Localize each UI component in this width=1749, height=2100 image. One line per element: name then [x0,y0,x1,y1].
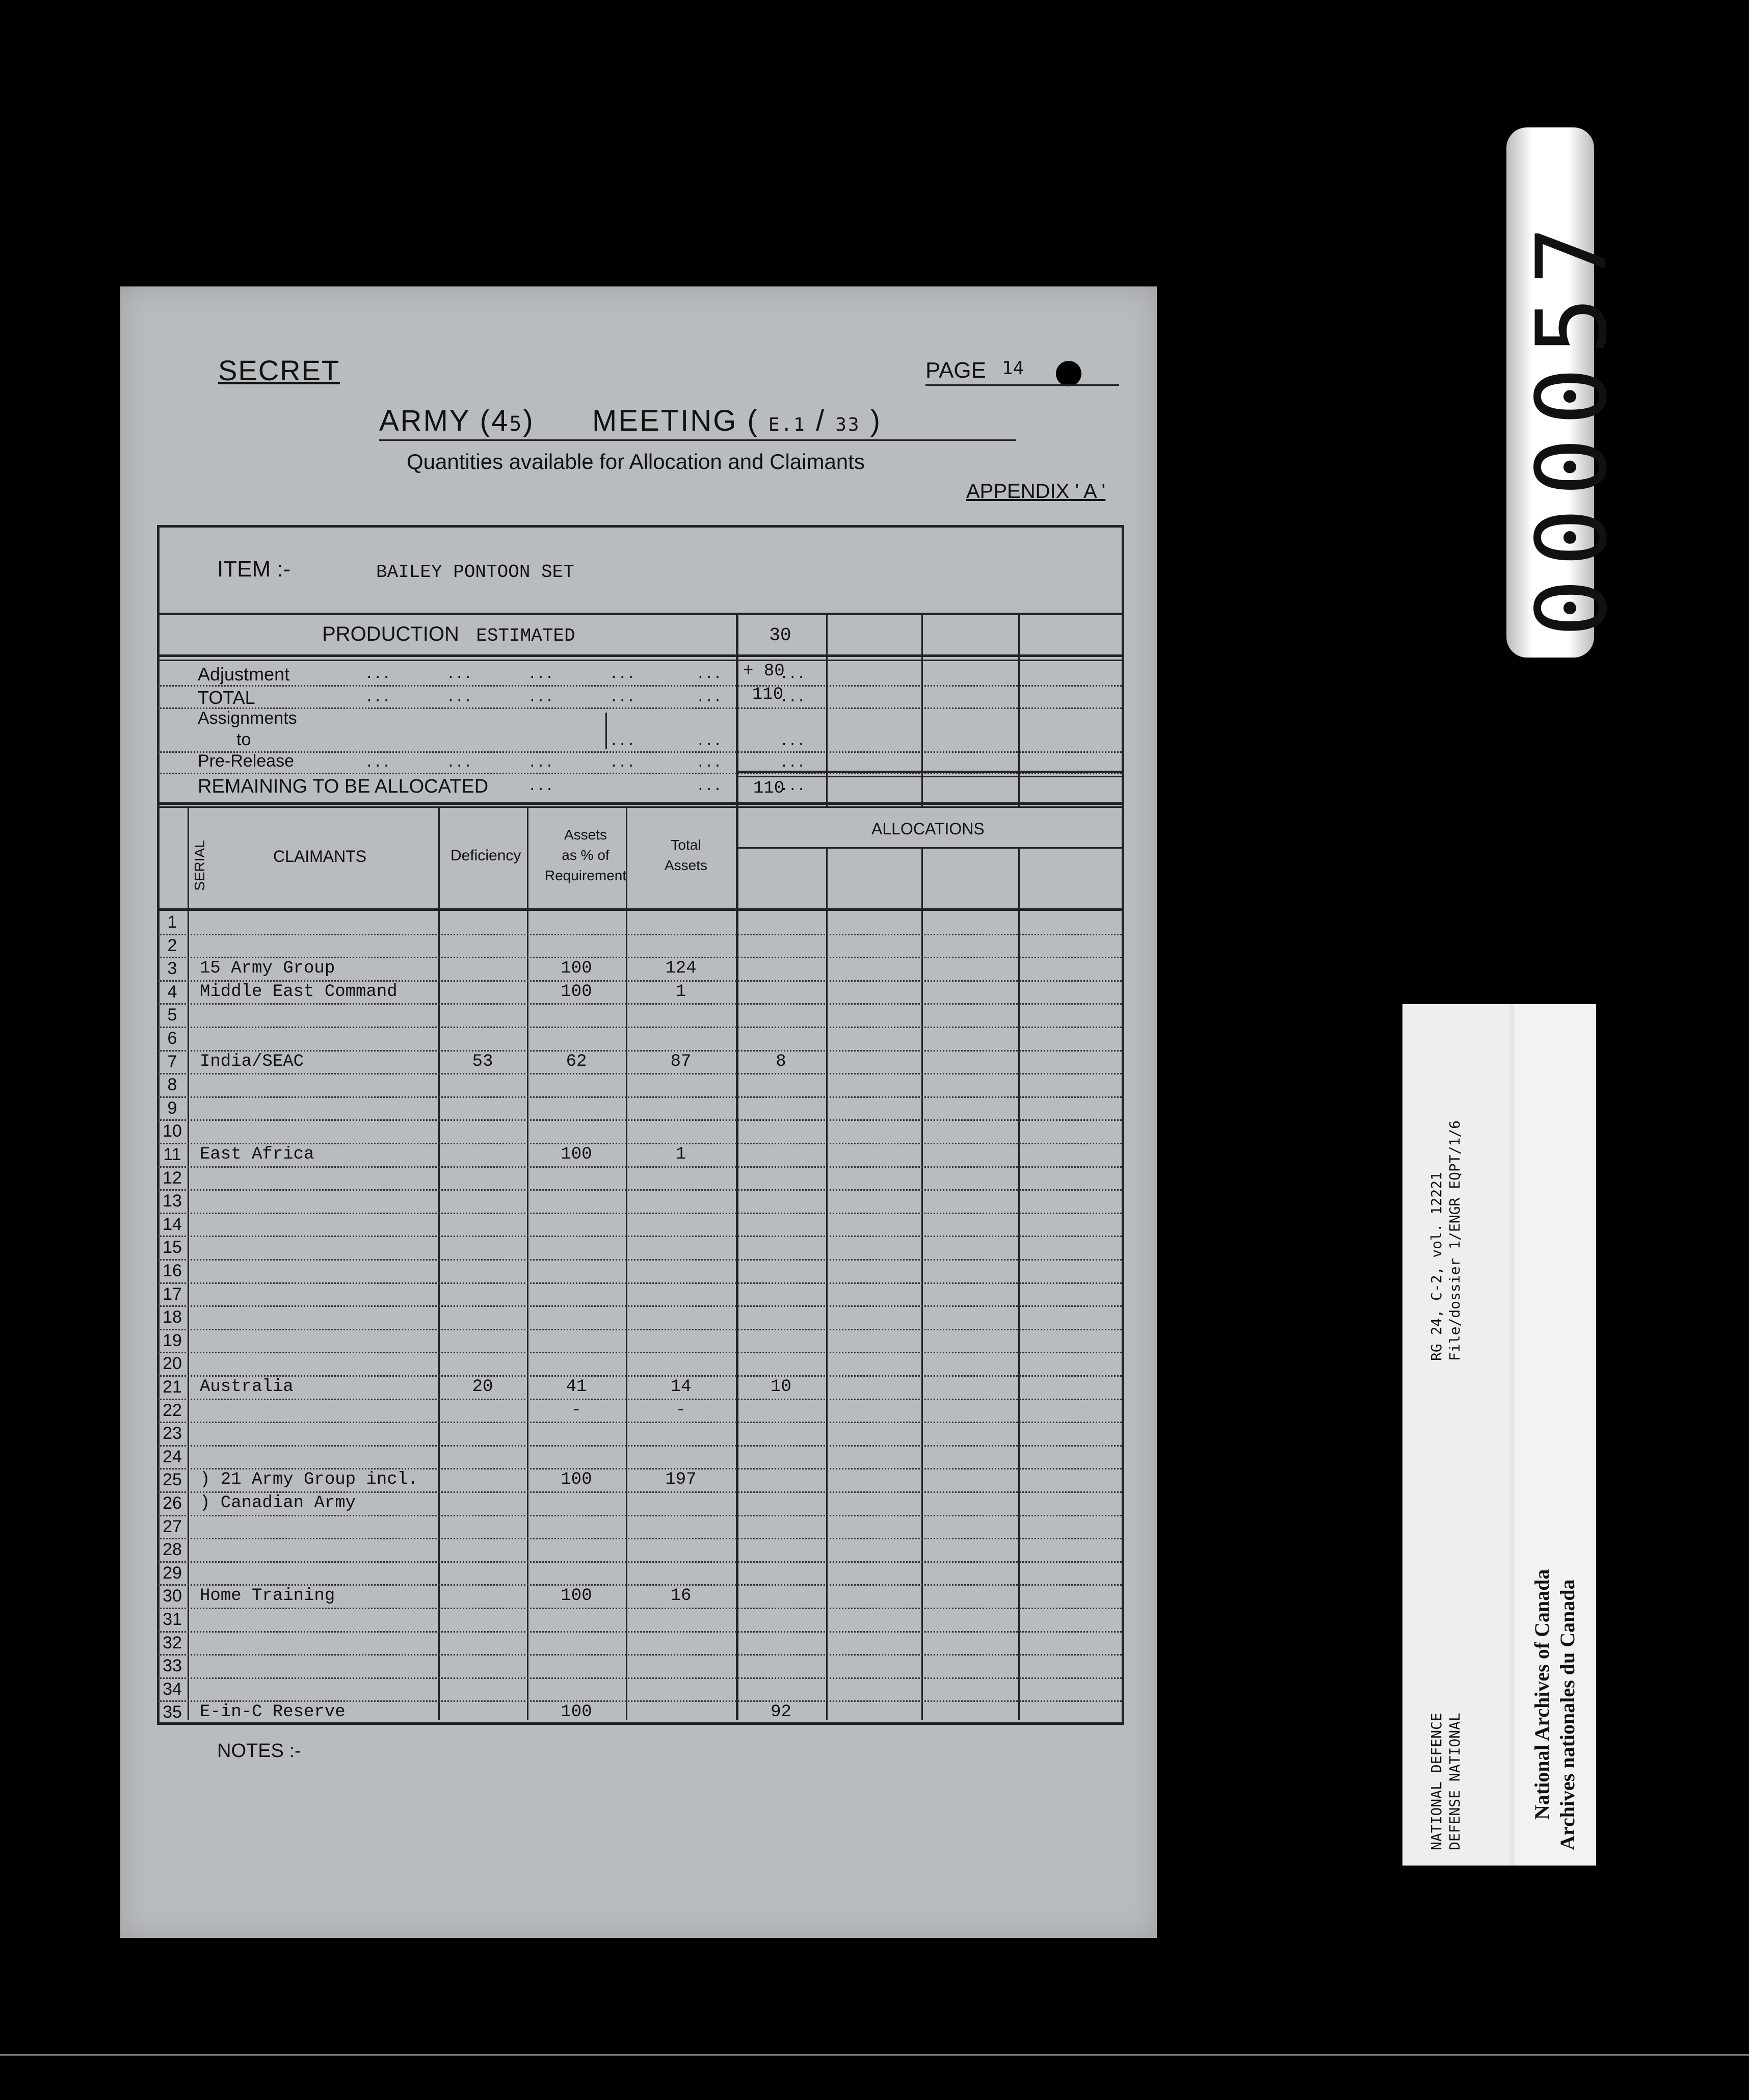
row-assets-pct: 100 [561,1586,592,1606]
table-row [120,1631,1157,1655]
prod-col-divider-4 [1018,613,1020,806]
row-assets-pct: - [571,1400,582,1420]
production-value: 30 [769,625,791,646]
title-close: ) [523,404,535,437]
dot-leader: ... [696,667,722,682]
dot-leader: ... [365,690,391,706]
row-serial: 8 [167,1075,177,1095]
notes-label: NOTES :- [217,1740,301,1762]
assets-pct-line-2: as % of [562,847,610,863]
dot-leader: ... [446,667,472,682]
meeting-label: MEETING ( [592,404,759,437]
dot-leader: ... [365,755,391,771]
column-assets-pct [537,825,634,886]
table-row [120,1236,1157,1259]
row-claimant: ) 21 Army Group incl. [200,1470,418,1490]
archive-ref-line-2: File/dossier 1/ENGR EQPT/1/6 [1446,1120,1463,1361]
row-claimant: Australia [200,1377,294,1397]
table-row [120,910,1157,934]
table-row [120,1515,1157,1538]
dept-line-1: NATIONAL DEFENCE [1428,1713,1445,1850]
table-row [120,1050,1157,1073]
table-row [120,1445,1157,1468]
row-serial: 27 [163,1516,182,1536]
row-serial: 9 [167,1098,177,1118]
table-row [120,1166,1157,1190]
row-assets-pct: 100 [561,982,592,1002]
dot-leader: ... [528,779,554,795]
row-serial: 25 [163,1470,182,1490]
column-serial [192,840,208,891]
production-label-b: ESTIMATED [476,625,575,646]
row-serial: 2 [167,935,177,955]
dot-leader: ... [780,690,806,706]
row-serial: 3 [167,959,177,979]
row-claimant: ) Canadian Army [200,1493,356,1513]
dept-line-2: DEFENSE NATIONAL [1446,1713,1463,1850]
table-row [120,1584,1157,1608]
table-row [120,1399,1157,1422]
row-serial: 14 [163,1214,182,1234]
table-row [120,1073,1157,1096]
total-row-line [157,707,1122,709]
row-claimant: India/SEAC [200,1052,304,1071]
table-row [120,1329,1157,1352]
frame-number: 000057 [1516,214,1628,637]
to-row-line [157,751,1122,753]
row-deficiency: 20 [472,1377,493,1397]
row-claimant: Home Training [200,1586,335,1606]
total-value: 110 [752,685,784,704]
row-claimant: 15 Army Group [200,959,335,979]
dot-leader: ... [528,667,554,682]
title-underline [379,439,1016,441]
row-assets-pct: 100 [561,1702,592,1722]
to-label: to [236,730,251,749]
row-claimant: Middle East Command [200,982,398,1002]
row-serial: 18 [163,1307,182,1327]
dot-leader: ... [780,667,806,682]
production-row-border-2 [157,660,1122,661]
document-sheet [120,286,1157,1938]
row-serial: 35 [163,1702,182,1722]
adjustment-label: Adjustment [198,664,290,685]
table-row [120,1654,1157,1677]
title-meeting [592,404,882,438]
assets-pct-line-3: Requirement [544,868,627,883]
remaining-row-border-2 [157,806,1122,808]
row-total-assets: 1 [675,1145,686,1164]
prerelease-label: Pre-Release [198,751,294,771]
total-assets-line-1: Total [671,837,701,853]
page-label: PAGE [925,358,987,383]
table-row [120,1305,1157,1329]
table-row [120,1422,1157,1445]
film-edge-line [0,2054,1749,2056]
row-serial: 21 [163,1377,182,1397]
item-row-border [157,613,1122,615]
row-serial: 28 [163,1540,182,1560]
appendix-label: APPENDIX ' A ' [966,480,1106,503]
row-serial: 16 [163,1261,182,1280]
row-serial: 30 [163,1586,182,1606]
table-row [120,1491,1157,1515]
row-serial: 11 [163,1145,181,1164]
title-prefix: ARMY (4 [379,404,510,437]
row-serial: 15 [163,1238,182,1257]
row-allocation: 8 [776,1052,786,1071]
table-row [120,1608,1157,1631]
meeting-ref: E.1 [768,414,806,435]
row-serial: 4 [167,982,177,1002]
dot-leader: ... [610,734,635,750]
dot-leader: ... [780,779,806,795]
dot-leader: ... [528,690,554,706]
row-allocation: 10 [771,1377,791,1397]
table-row [120,980,1157,1004]
row-serial: 13 [163,1191,182,1211]
row-claimant: East Africa [200,1145,314,1164]
row-serial: 17 [163,1284,182,1304]
dot-leader: ... [446,690,472,706]
row-serial: 32 [163,1633,182,1652]
column-allocations: ALLOCATIONS [871,820,985,838]
table-row [120,1003,1157,1027]
page-number: 14 [1002,358,1024,379]
hole-punch-mark [1056,361,1081,386]
archives-name-fr: Archives nationales du Canada [1556,1579,1579,1850]
row-serial: 23 [163,1424,182,1443]
row-assets-pct: 41 [566,1377,587,1397]
adjustment-value: + 80 [743,662,785,681]
row-total-assets: 124 [665,959,697,979]
row-serial: 6 [167,1029,177,1048]
table-row [120,1096,1157,1120]
classification-mark: SECRET [218,354,340,386]
prod-col-divider-3 [921,613,923,806]
frame-number-stamp [1506,127,1628,658]
prod-col-divider-1 [736,613,738,806]
page-underline [925,384,1119,386]
table-row [120,1468,1157,1491]
row-total-assets: 16 [670,1586,692,1606]
archives-name-en: National Archives of Canada [1530,1569,1553,1820]
table-row [120,1189,1157,1213]
table-row [120,1143,1157,1166]
row-serial: 29 [163,1563,182,1583]
production-label [322,623,575,646]
table-row [120,1561,1157,1585]
remaining-label: REMAINING TO BE ALLOCATED [198,776,489,797]
title-year-digit: 5 [509,412,523,436]
table-row [120,1700,1157,1724]
row-serial: 10 [163,1121,182,1141]
table-row [120,934,1157,957]
row-deficiency: 53 [472,1052,493,1071]
assets-pct-line-1: Assets [564,827,607,843]
table-row [120,1677,1157,1701]
column-claimants: CLAIMANTS [273,847,367,865]
row-assets-pct: 100 [561,1145,592,1164]
row-total-assets: - [675,1400,686,1420]
item-value: BAILEY PONTOON SET [376,562,574,583]
table-row [120,957,1157,980]
adjustment-row-line [157,685,1122,687]
remaining-top-border-2 [737,776,1122,777]
total-label: TOTAL [198,687,255,708]
dot-leader: ... [696,690,722,706]
row-serial: 1 [167,912,177,932]
row-serial: 20 [163,1354,182,1374]
row-serial: 12 [163,1168,182,1188]
row-total-assets: 87 [670,1052,692,1071]
assignments-label: Assignments [198,708,297,728]
table-row [120,1259,1157,1282]
dot-leader: ... [780,734,806,750]
meeting-number: 33 [835,414,861,435]
dot-leader: ... [610,667,635,682]
assignments-bracket [605,713,607,749]
archive-ref-line-1: RG 24, C-2, vol. 12221 [1428,1172,1445,1361]
row-total-assets: 14 [670,1377,692,1397]
remaining-row-border [157,802,1122,805]
meeting-slash: / [815,404,826,437]
row-serial: 34 [163,1679,182,1699]
dot-leader: ... [780,755,806,771]
dot-leader: ... [696,779,722,795]
subtitle: Quantities available for Allocation and Claimants [407,450,865,474]
row-serial: 7 [167,1052,177,1071]
table-row [120,1282,1157,1306]
column-deficiency: Deficiency [450,847,521,864]
archive-label [1402,1004,1596,1866]
row-assets-pct: 62 [566,1052,587,1071]
item-label: ITEM :- [217,557,291,582]
row-serial: 31 [163,1610,182,1629]
dot-leader: ... [528,755,554,771]
dot-leader: ... [446,755,472,771]
dot-leader: ... [610,755,635,771]
production-row-border [157,654,1122,657]
title-army [379,404,535,438]
row-serial: 19 [163,1330,182,1350]
table-row [120,1375,1157,1399]
row-assets-pct: 100 [561,959,592,979]
dot-leader: ... [696,734,722,750]
row-serial: 24 [163,1447,182,1466]
row-assets-pct: 100 [561,1470,592,1490]
row-total-assets: 1 [675,982,686,1002]
dot-leader: ... [610,690,635,706]
column-serial-label: SERIAL [191,840,207,891]
table-row [120,1352,1157,1375]
meeting-close: ) [870,404,882,437]
column-total-assets [636,835,736,876]
row-serial: 5 [167,1005,177,1025]
table-row [120,1538,1157,1561]
remaining-value: 110 [753,779,785,798]
row-serial: 26 [163,1493,182,1513]
production-label-a: PRODUCTION [322,623,459,645]
allocations-header-line [736,847,1122,849]
table-row [120,1027,1157,1050]
prod-col-divider-2 [826,613,828,806]
table-row [120,1119,1157,1143]
row-total-assets: 197 [665,1470,697,1490]
row-serial: 33 [163,1656,182,1676]
dot-leader: ... [365,667,391,682]
table-row [120,1213,1157,1236]
total-assets-line-2: Assets [664,857,708,873]
row-serial: 22 [163,1400,182,1420]
row-allocation: 92 [771,1702,791,1722]
row-claimant: E-in-C Reserve [200,1702,346,1722]
dot-leader: ... [696,755,722,771]
